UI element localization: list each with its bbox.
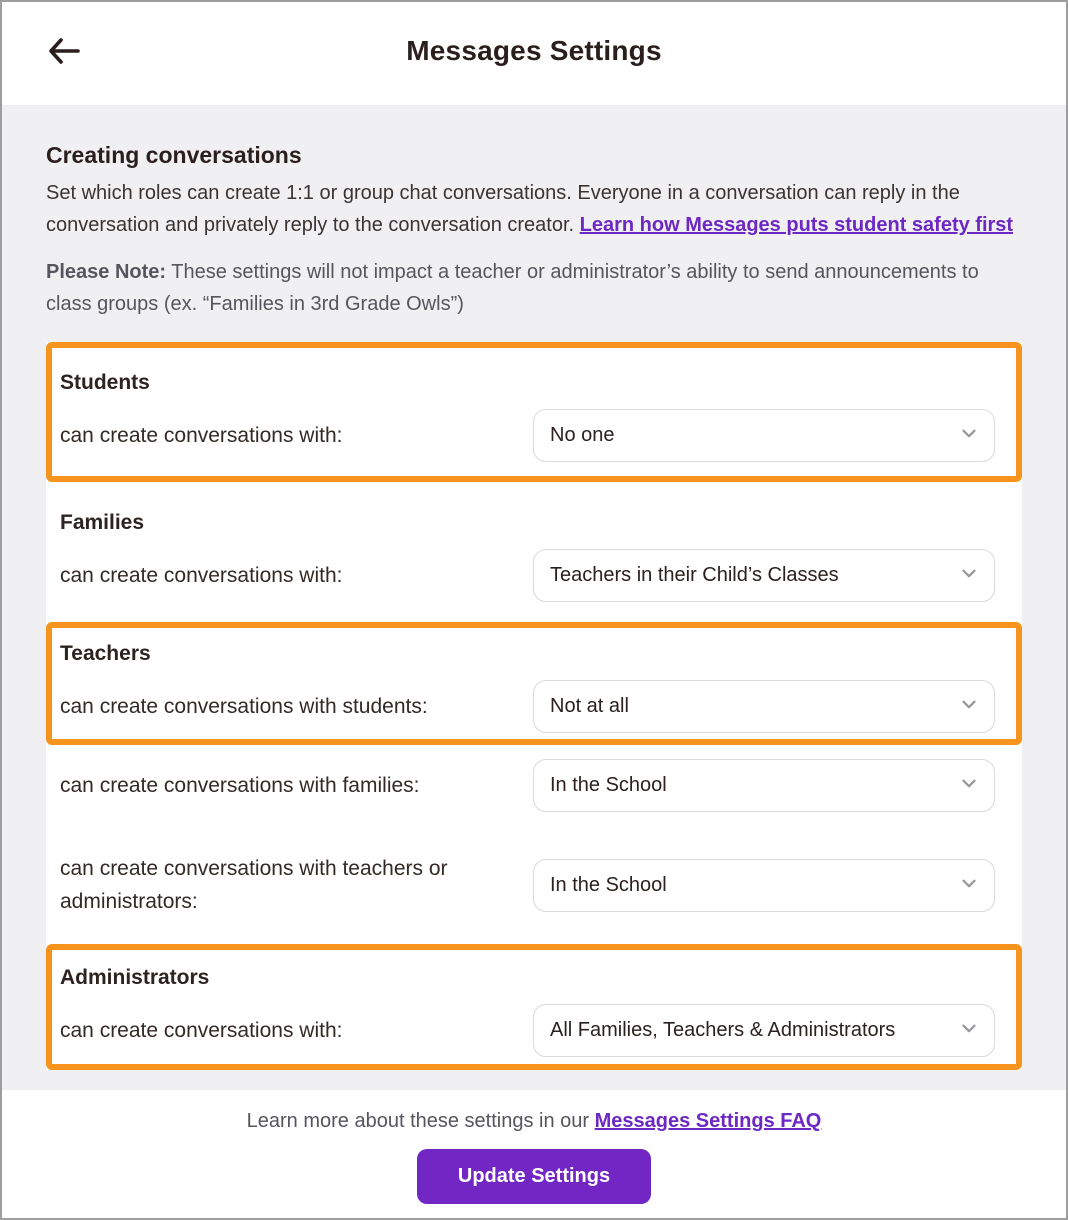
settings-row	[46, 342, 1022, 482]
dropdown-selected-value: All Families, Teachers & Administrators	[550, 1018, 896, 1041]
content-area[interactable]	[2, 106, 1066, 1090]
chevron-down-icon	[958, 872, 980, 899]
update-settings-button[interactable]: Update Settings	[417, 1149, 651, 1204]
setting-dropdown[interactable]	[533, 549, 995, 602]
note-label: Please Note:	[46, 261, 167, 283]
dropdown-selected-value: Teachers in their Child’s Classes	[550, 563, 839, 586]
chevron-down-icon	[958, 562, 980, 589]
dropdown-selected-value: No one	[550, 423, 615, 446]
section-description	[46, 177, 1022, 241]
description-text: Set which roles can create 1:1 or group chat conversations. Everyone in a conversation can reply in the conversation and privately reply to the conversation creator.	[46, 182, 960, 236]
chevron-down-icon	[958, 772, 980, 799]
setting-row-main	[60, 680, 995, 733]
setting-dropdown[interactable]	[533, 1004, 995, 1057]
setting-dropdown[interactable]	[533, 409, 995, 462]
messages-settings-faq-link[interactable]: Messages Settings FAQ	[594, 1110, 822, 1132]
back-button[interactable]	[42, 30, 86, 74]
setting-row-main	[60, 549, 995, 602]
note-text: These settings will not impact a teacher or administrator’s ability to send announcements to class groups (ex. “Families in 3rd Grade Owls”)	[46, 261, 979, 315]
role-heading: Students	[60, 370, 150, 394]
setting-label: can create conversations with families:	[60, 774, 420, 797]
setting-label: can create conversations with:	[60, 423, 343, 447]
setting-dropdown[interactable]	[533, 680, 995, 733]
role-heading: Teachers	[60, 642, 151, 665]
dropdown-selected-value: In the School	[550, 873, 667, 896]
setting-label: can create conversations with teachers or administrators:	[60, 857, 448, 913]
setting-dropdown[interactable]	[533, 859, 995, 912]
setting-row-main	[60, 409, 995, 462]
section-heading: Creating conversations	[46, 142, 302, 168]
footer-text-before-link: Learn more about these settings in our	[246, 1110, 595, 1132]
header	[2, 2, 1066, 106]
settings-row	[46, 745, 1022, 826]
dropdown-selected-value: Not at all	[550, 695, 629, 717]
setting-label: can create conversations with students:	[60, 695, 428, 718]
page-title: Messages Settings	[406, 34, 662, 66]
settings-row	[46, 622, 1022, 745]
settings-row	[46, 826, 1022, 944]
role-heading: Families	[60, 510, 145, 534]
footer-text	[2, 1110, 1066, 1133]
settings-panel	[46, 342, 1022, 1070]
section-note	[46, 256, 1022, 320]
student-safety-link[interactable]: Learn how Messages puts student safety first	[579, 214, 1014, 236]
setting-row-main	[60, 759, 995, 812]
settings-row	[46, 482, 1022, 622]
setting-row-main	[60, 1004, 995, 1057]
setting-row-main	[60, 852, 995, 918]
chevron-down-icon	[958, 422, 980, 449]
chevron-down-icon	[958, 1017, 980, 1044]
setting-label: can create conversations with:	[60, 563, 343, 587]
chevron-down-icon	[958, 693, 980, 720]
setting-label: can create conversations with:	[60, 1018, 343, 1042]
setting-dropdown[interactable]	[533, 759, 995, 812]
footer	[2, 1090, 1066, 1218]
role-heading: Administrators	[60, 965, 210, 989]
arrow-left-icon	[47, 37, 81, 68]
settings-row	[46, 944, 1022, 1070]
dropdown-selected-value: In the School	[550, 774, 667, 796]
